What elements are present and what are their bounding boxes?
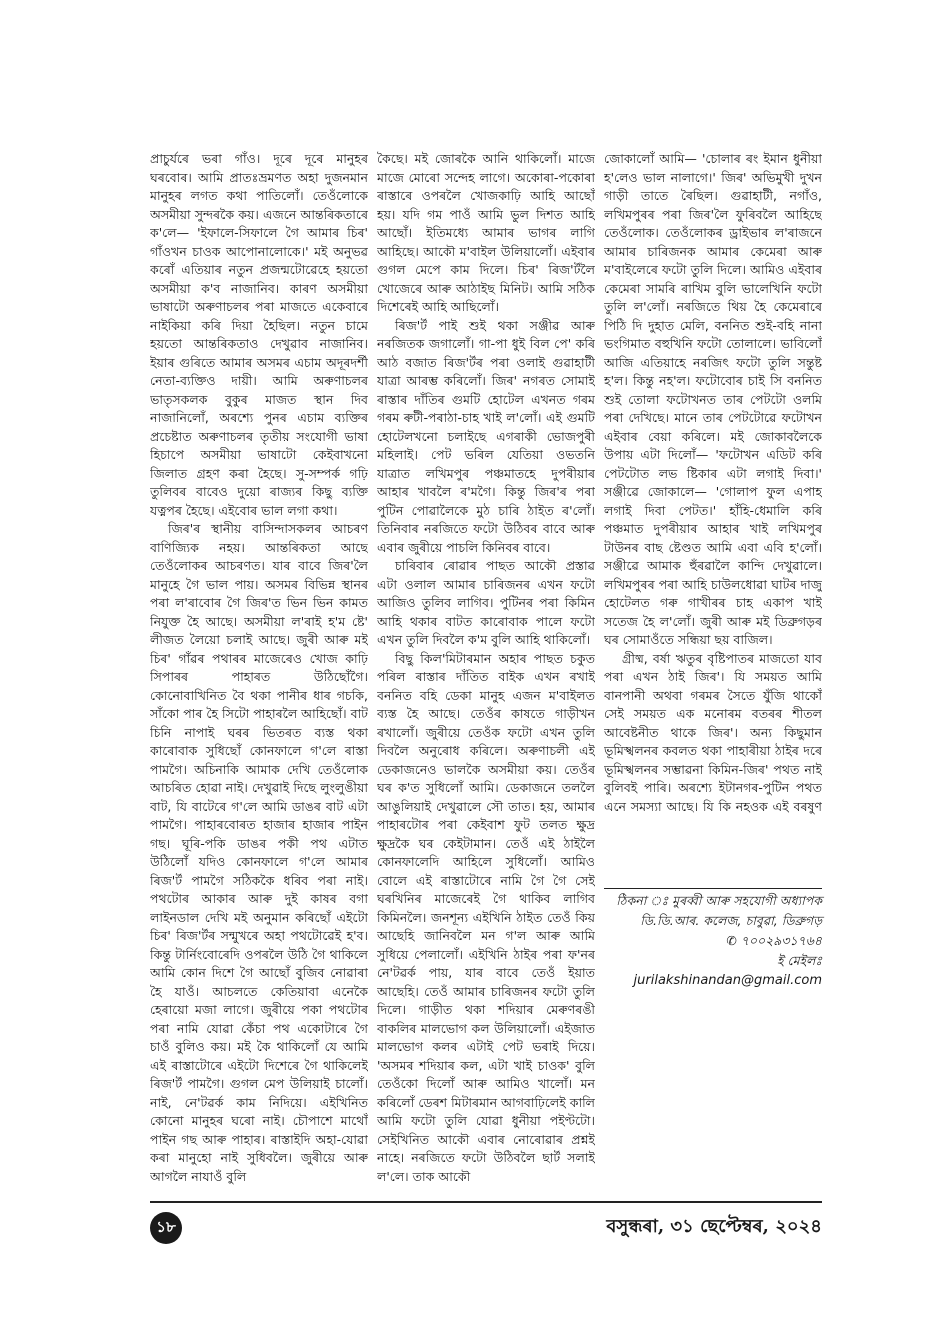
text-column-1 <box>150 150 368 1195</box>
page-number-badge: ১৮ <box>150 1212 182 1244</box>
signature-address: ঠিকনা ঃ মুৰব্বী আৰু সহযোগী অধ্যাপক <box>616 893 822 908</box>
column-3-paragraph-1: জোকালোঁ আমি— 'চোলাৰ ৰং ইমান ধুনীয়া হ'লেও ভাল নালাগে।' জিৰ' অভিমুখী দুখন গাড়ী তাতে ৰৈছিল। গুৱাহাটী, নগাঁও, লখিমপুৰৰ পৰা জিৰ'লৈ ফুৰিবলৈ আহিছে তেওঁলোক। তেওঁলোকৰ ড্ৰাইভাৰ ল'ৰাজনে আমাৰ চাৰিজনক আমাৰ কেমেৰা আৰু ম'বাইলেৰে ফটো তুলি দিলে। আমিও এইবাৰ কেমেৰা সামৰি ৰাখিম বুলি ভালেখিনি ফটো তুলি ল'লোঁ। নৰজিতে থিয় হৈ কেমেৰাৰে পিঠি দি দুহাত মেলি, বননিত শুই-বহি নানা ভংগিমাত বহুখিনি ফটো তোলালে। ভাবিলোঁ আজি এতিয়াহে নৰজিৎ ফটো তুলি সন্তুষ্ট হ'ল। কিন্তু নহ'ল। ফটোবোৰ চাই সি বননিত শুই তোলা ফটোখনত তাৰ পেটটো ওলমি পৰা দেখিছে। মানে তাৰ পেটটোৱে ফটোখন এইবাৰ বেয়া কৰিলে। মই জোকাবলৈকে উপায় এটা দিলোঁ— 'ফটোখন এডিট কৰি পেটটোত লভ ষ্টিকাৰ এটা লগাই দিবা।' সঞ্জীৱে জোকালে— 'গোলাপ ফুল এপাহ লগাই দিবা পেটত।' হাঁহি-ধেমালি কৰি পঞ্চমাত দুপৰীয়াৰ আহাৰ খাই লখিমপুৰ টাউনৰ বাছ ষ্টেণ্ডত আমি এবা এবি হ'লোঁ। সঞ্জীৱে আমাক হুঁৰৱালৈ কান্দি দেখুৱালে। লখিমপুৰৰ পৰা আহি চাউলধোৱা ঘাটৰ দাজু হোটেলত গৰু গাখীৰৰ চাহ একাপ খাই সতেজ হৈ ল'লোঁ। জুৰী আৰু মই ডিব্ৰুগড়ৰ ঘৰ সোমাওঁতে সন্ধিয়া ছয় বাজিল। <box>604 151 822 647</box>
column-1-paragraph-1: প্ৰাচুৰ্যৰে ভৰা গাঁও। দূৰে দূৰে মানুহৰ ঘৰবোৰ। আমি প্ৰাতঃভ্ৰমণত অহা দুজনমান মানুহৰ লগত কথা পাতিলোঁ। তেওঁলোকে অসমীয়া সুন্দৰকৈ কয়। এজনে আন্তৰিকতাৰে ক'লে— 'ইফালে-সিফালে গৈ আমাৰ চিৰ' গাঁওখন চাওক আপোনালোকে।' মই অনুভৱ কৰোঁ এতিয়াৰ নতুন প্ৰজন্মটোৱেহে হয়তো অসমীয়া ক'ব নাজানিব। কাৰণ অসমীয়া ভাষাটো অৰুণাচলৰ পৰা মাজতে একেবাৰে নাইকিয়া কৰি দিয়া হৈছিল। নতুন চামে হয়তো আন্তৰিকতাও দেখুৱাব নাজানিব। ইয়াৰ গুৰিতে আমাৰ অসমৰ এচাম অদূৰদৰ্শী নেতা-ব্যক্তিও দায়ী। আমি অৰুণাচলৰ ভাতৃসকলক বুকুৰ মাজত স্থান দিব নাজানিলোঁ, অৰশ্যে পুনৰ এচাম ব্যক্তিৰ প্ৰচেষ্টাত অৰুণাচলৰ তৃতীয় সংযোগী ভাষা হিচাপে অসমীয়া ভাষাটো কেইবাখনো জিলাত গ্ৰহণ কৰা হৈছে। সু-সম্পৰ্ক গঢ়ি তুলিবৰ বাবেও দুয়ো ৰাজ্যৰ কিছু ব্যক্তি যত্নপৰ হৈছে। এইবোৰ ভাল লগা কথা। <box>150 151 368 518</box>
signature-email-label: ই মেইলঃ <box>777 953 822 968</box>
column-2-paragraph-1: কৈছে। মই জোৰকৈ আনি থাকিলোঁ। মাজে মাজে মোৰো সন্দেহ লাগে। অকোৰা-পকোৰা ৰাস্তাৰে ওপৰলৈ খোজকাঢ়ি আহি আছোঁ হয়। যদি গম পাওঁ আমি ভুল দিশত আহি আছোঁ। ইতিমধ্যে আমাৰ ভাগৰ লাগি আহিছে। আকৌ ম'বাইল উলিয়ালোঁ। এইবাৰ গুগল মেপে কাম দিলে। চিৰ' ৰিজ'ৰ্টলৈ খোজেৰে আৰু আঠাইছ মিনিট। আমি সঠিক দিশেৰেই আহি আছিলোঁ। <box>377 151 595 314</box>
text-column-2 <box>377 150 595 1195</box>
signature-phone: ✆ ৭০০২৯৩১৭৬৪ <box>726 933 822 948</box>
author-signature <box>604 888 822 991</box>
column-3-paragraph-2: গ্ৰীষ্ম, বৰ্ষা ঋতুৰ বৃষ্টিপাতৰ মাজতো যাব পৰা এখন ঠাই জিৰ'। যি সময়ত আমি বানপানী অথবা গৰমৰ সৈতে যুঁজি থাকোঁ সেই সময়ত এক মনোৰম বতৰৰ শীতল আবেষ্টনীত থাকে জিৰ'। অন্য কিছুমান ভূমিস্খলনৰ কবলত থকা পাহাৰীয়া ঠাইৰ দৰে ভূমিস্খলনৰ সম্ভাৱনা কিমিন-জিৰ' পথত নাই বুলিবই পাৰি। অৰশ্যে ইটানগৰ-পুটিন পথত এনে সমস্যা আছে। যি কি নহওক এই বৰষুণ <box>604 650 822 814</box>
column-2-paragraph-2: ৰিজ'ৰ্ট পাই শুই থকা সঞ্জীৱ আৰু নৰজিতক জগালোঁ। গা-পা ধুই বিল পে' কৰি আঠ বজাত ৰিজ'ৰ্টৰ পৰা ওলাই গুৱাহাটী যাত্ৰা আৰম্ভ কৰিলোঁ। জিৰ' নগৰত সোমাই ৰাস্তাৰ দাঁতিৰ গুমটি হোটেল এখনত গৰম গৰম ৰুটী-পৰাঠা-চাহ খাই ল'লোঁ। এই গুমটি হোটেলখনো চলাইছে এগৰাকী ভোজপুৰী মহিলাই। পেট ভৰিল যেতিয়া ওভতনি যাত্ৰাত লখিমপুৰ পঞ্চমাতহে দুপৰীয়াৰ আহাৰ খাবলৈ ৰ'মগৈ। কিন্তু জিৰ'ৰ পৰা পুটিন পোৱালৈকে মুঠ চাৰি ঠাইত ৰ'লোঁ। তিনিবাৰ নৰজিতে ফটো উঠিবৰ বাবে আৰু এবাৰ জুৰীয়ে পাচলি কিনিবৰ বাবে। <box>377 317 595 555</box>
column-1-paragraph-2: জিৰ'ৰ স্থানীয় বাসিন্দাসকলৰ আচৰণ বাণিজ্যিক নহয়। আন্তৰিকতা আছে তেওঁলোকৰ আচৰণত। যাৰ বাবে জিৰ'লৈ মানুহে গৈ ভাল পায়। অসমৰ বিভিন্ন স্থানৰ পৰা ল'ৰাবোৰ গৈ জিৰ'ত ভিন ভিন কামত নিযুক্ত হৈ আছে। অসমীয়া ল'ৰাই হ'ম ষ্টে' লীজত লৈয়ো চলাই আছে। জুৰী আৰু মই চিৰ' গাঁৱৰ পথাৰৰ মাজেৰেও খোজ কাঢ়ি সিপাৰৰ পাহাৰত উঠিছোঁগৈ। কোনোবাখিনিত বৈ থকা পানীৰ ধাৰ গচকি, সাঁকো পাৰ হৈ সিটো পাহাৰলৈ আহিছোঁ। বাট চিনি নাপাই ঘৰৰ ভিতৰত ব্যস্ত থকা কাৰোবাক সুধিছোঁ কোনফালে গ'লে ৰাস্তা পামগৈ। অচিনাকি আমাক দেখি তেওঁলোক আচৰিত হোৱা নাই। দেখুৱাই দিছে লুংলুঙীয়া বাট, যি বাটেৰে গ'লে আমি ডাঙৰ বাট এটা পামগৈ। পাহাৰবোৰত হাজাৰ হাজাৰ পাইন গছ। ঘূৰি-পকি ডাঙৰ পকী পথ এটাত উঠিলোঁ যদিও কোনফালে গ'লে আমাৰ ৰিজ'ৰ্ট পামগৈ সঠিককৈ ধৰিব পৰা নাই। পথটোৰ আকাৰ আৰু দুই কাষৰ বগা লাইনডাল দেখি মই অনুমান কৰিছোঁ এইটো চিৰ' ৰিজ'ৰ্টৰ সন্মুখৰে অহা পথটোৱেই হ'ব। কিন্তু টাৰ্নিংবোৰেদি ওপৰলৈ উঠি গৈ থাকিলে আমি কোন দিশে গৈ আছোঁ বুজিব নোৱাৰা হৈ যাওঁ। আচলতে কেতিয়াবা এনেকৈ হেৰায়ো মজা লাগে। জুৰীয়ে পকা পথটোৰ পৰা নামি যোৱা কেঁচা পথ একোটাৰে গৈ চাওঁ বুলিও কয়। মই কৈ থাকিলোঁ যে আমি এই ৰাস্তাটোৰে এইটো দিশেৰে গৈ থাকিলেই ৰিজ'ৰ্ট পামগৈ। গুগল মেপ উলিয়াই চালোঁ। নাই, নে'টৱৰ্ক কাম নিদিয়ে। এইখিনিত কোনো মানুহৰ ঘৰো নাই। চৌপাশে মাথোঁ পাইন গছ আৰু পাহাৰ। ৰাস্তাইদি অহা-যোৱা কৰা মানুহো নাই সুধিবলৈ। জুৰীয়ে আৰু আগলৈ নাযাওঁ বুলি <box>150 521 368 1184</box>
signature-college: ডি.ডি.আৰ. কলেজ, চাবুৱা, ডিব্ৰুগড় <box>640 913 822 928</box>
signature-email: jurilakshinandan@gmail.com <box>633 973 822 988</box>
publication-line: বসুন্ধৰা, ৩১ ছেপ্টেম্বৰ, ২০২৪ <box>606 1216 822 1237</box>
column-2-paragraph-3: চাৰিবাৰ ৰোৱাৰ পাছত আকৌ প্ৰস্তাৱ এটা ওলাল আমাৰ চাৰিজনৰ এখন ফটো আজিও তুলিব লাগিব। পুটিনৰ পৰা কিমিন আহি থকাৰ বাটত কাৰোবাক পালে ফটো এখন তুলি দিবলৈ ক'ম বুলি আহি থাকিলোঁ। <box>377 558 595 647</box>
footer-divider <box>150 1201 822 1203</box>
column-2-paragraph-4: বিছু কিল'মিটাৰমান অহাৰ পাছত চকুত পৰিল ৰাস্তাৰ দাঁতিত বাইক এখন ৰখাই বননিত বহি ডেকা মানুহ এজন ম'বাইলত ব্যস্ত হৈ আছে। তেওঁৰ কাষতে গাড়ীখন ৰখালোঁ। জুৰীয়ে তেওঁক ফটো এখন তুলি দিবলৈ অনুৰোধ কৰিলে। অৰুণাচলী এই ডেকাজনেও ভালকৈ অসমীয়া কয়। তেওঁৰ ঘৰ ক'ত সুধিলোঁ আমি। ডেকাজনে তললৈ আঙুলিয়াই দেখুৱালে সৌ তাত। হয়, আমাৰ পাহাৰটোৰ পৰা কেইবাশ ফুট তলত ক্ষুদ্ৰ ক্ষুদ্ৰকৈ ঘৰ কেইটামান। তেওঁ এই ঠাইলৈ কোনফালেদি আহিলে সুধিলোঁ। আমিও বোলে এই ৰাস্তাটোৰে নামি গৈ গৈ সেই ঘৰখিনিৰ মাজেৰেই গৈ থাকিব লাগিব কিমিনলৈ। জনশূন্য এইখিনি ঠাইত তেওঁ কিয় আছেহি জানিবলৈ মন গ'ল আৰু আমি সুধিয়ে পেলালোঁ। এইখিনি ঠাইৰ পৰা ফ'নৰ নে'টৱৰ্ক পায়, যাৰ বাবে তেওঁ ইয়াত আছেহি। তেওঁ আমাৰ চাৰিজনৰ ফটো তুলি দিলে। গাড়ীত থকা শদিয়াৰ মেৰুণৰঙী বাকলিৰ মালভোগ কল উলিয়ালোঁ। এইজাত মালভোগ কলৰ এটাই পেট ভৰাই দিয়ে। 'অসমৰ শদিয়াৰ কল, এটা খাই চাওক' বুলি তেওঁকো দিলোঁ আৰু আমিও খালোঁ। মন কৰিলোঁ ডেৰশ মিটাৰমান আগবাঢ়িলেই কালি আমি ফটো তুলি যোৱা ধুনীয়া পইণ্টটো। সেইখিনিত আকৌ এবাৰ নোৰোৱাৰ প্ৰশ্নই নাহে। নৰজিতে ফটো উঠিবলৈ ছাৰ্ট সলাই ল'লে। তাক আকৌ <box>377 650 595 1184</box>
text-column-3 <box>604 150 822 815</box>
